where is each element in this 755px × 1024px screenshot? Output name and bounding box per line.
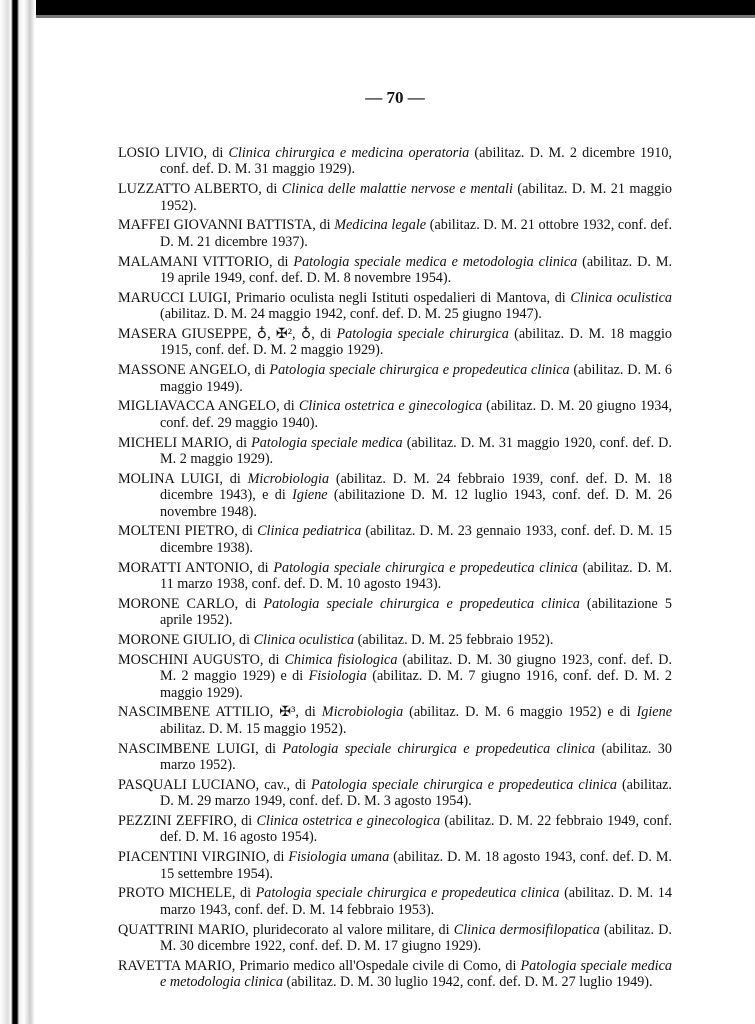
list-item xyxy=(118,145,672,178)
entry-text: , di xyxy=(276,398,299,415)
entry-text: (abilitaz. D. M. 30 giugno 1923, conf. def. D. M. 2 maggio 1929) e di xyxy=(160,651,672,685)
entry-text: (abilitaz. D. M. 22 febbraio 1949, conf. def. D. M. 16 agosto 1954). xyxy=(160,813,672,846)
entry-text: (abilitaz. 30 marzo 1952). xyxy=(160,740,672,774)
entry-text: (abilitaz. D. M. 18 agosto 1943, conf. def. D. M. 15 settembre 1954). xyxy=(160,849,672,882)
subject-name: Patologia speciale chirurgica e propedeutica clinica xyxy=(269,362,570,379)
subject-name: Clinica oculistica xyxy=(570,289,672,306)
person-name: MARUCCI LUIGI xyxy=(118,289,228,306)
entry-text: (abilitaz. D. M. 21 maggio 1952). xyxy=(160,181,672,214)
entry-text: , di xyxy=(312,217,335,234)
entry-text: , di xyxy=(234,595,264,612)
list-item xyxy=(118,471,672,520)
person-name: NASCIMBENE ATTILIO xyxy=(118,704,270,721)
entry-text: , di xyxy=(255,740,283,757)
scan-binding-edge xyxy=(0,0,36,1024)
list-item xyxy=(118,326,672,359)
person-name: MICHELI MARIO xyxy=(118,434,229,451)
entry-text: , di xyxy=(265,849,289,866)
list-item xyxy=(118,254,672,287)
entry-text: , di xyxy=(233,813,257,830)
person-name: MOLTENI PIETRO xyxy=(118,523,235,540)
person-name: MORONE GIULIO xyxy=(118,632,232,649)
list-item xyxy=(118,560,672,593)
entry-text: , di xyxy=(247,362,270,379)
person-name: MORONE CARLO xyxy=(118,595,235,612)
person-name: QUATTRINI MARIO xyxy=(118,921,246,938)
list-item xyxy=(118,777,672,810)
entry-text: (abilitaz. D. M. 19 aprile 1949, conf. def. D. M. 8 novembre 1954). xyxy=(160,253,672,287)
entry-text: , Primario oculista negli Istituti ospedalieri di Mantova, di xyxy=(227,289,571,306)
subject-name: Igiene xyxy=(292,487,328,504)
entry-text: , di xyxy=(219,470,248,487)
subject-name: Patologia speciale chirurgica e propedeutica clinica xyxy=(311,776,617,793)
entry-text: , di xyxy=(259,651,285,668)
entry-text: , di xyxy=(228,434,252,451)
list-item xyxy=(118,596,672,629)
entry-text: (abilitaz. D. M. 6 maggio 1949). xyxy=(160,362,672,395)
list-item xyxy=(118,652,672,701)
subject-name: Clinica pediatrica xyxy=(257,523,362,540)
entry-text: (abilitaz. D. M. 23 gennaio 1933, conf. def. D. M. 15 dicembre 1938). xyxy=(160,523,673,556)
entry-text: (abilitaz. D. M. 24 febbraio 1939, conf. def. D. M. 18 dicembre 1943), e di xyxy=(160,470,672,504)
entry-text: , cav., di xyxy=(255,776,312,793)
entry-text: (abilitaz. D. M. 11 marzo 1938, conf. def. D. M. 10 agosto 1943). xyxy=(160,559,672,593)
person-name: MASERA GIUSEPPE xyxy=(118,326,248,343)
subject-name: Clinica oculistica xyxy=(253,632,355,649)
list-item xyxy=(118,398,672,431)
person-name: MIGLIAVACCA ANGELO xyxy=(118,398,277,415)
entry-text: (abilitaz. D. M. 20 giugno 1934, conf. def. 29 maggio 1940). xyxy=(160,398,673,431)
subject-name: Patologia speciale chirurgica e propedeutica clinica xyxy=(263,595,580,612)
entry-text: , ♁, ✠², ♁, di xyxy=(247,326,337,343)
subject-name: Clinica chirurgica e medicina operatoria xyxy=(228,145,470,161)
subject-name: Patologia speciale chirurgica e propedeutica clinica xyxy=(255,885,560,902)
entry-text: (abilitaz. D. M. 21 ottobre 1932, conf. def. D. M. 21 dicembre 1937). xyxy=(160,217,672,250)
entry-text: , ✠³, di xyxy=(269,704,322,721)
list-item xyxy=(118,741,672,774)
subject-name: Igiene xyxy=(636,704,672,721)
entry-text: (abilitaz. D. M. 7 giugno 1916, conf. def. D. M. 2 maggio 1929). xyxy=(160,668,673,701)
entry-text: , di xyxy=(269,253,294,270)
list-item xyxy=(118,181,672,214)
list-item xyxy=(118,885,672,918)
entry-text: (abilitaz. D. M. 14 marzo 1943, conf. def. D. M. 14 febbraio 1953). xyxy=(160,885,672,918)
subject-name: Microbiologia xyxy=(321,704,404,721)
person-name: NASCIMBENE LUIGI xyxy=(118,740,256,757)
faculty-list xyxy=(118,145,672,994)
subject-name: Chimica fisiologica xyxy=(284,651,398,668)
subject-name: Patologia speciale chirurgica e propedeutica clinica xyxy=(273,559,578,576)
entry-text: , di xyxy=(231,632,254,649)
person-name: MAFFEI GIOVANNI BATTISTA xyxy=(118,217,313,234)
subject-name: Clinica ostetrica e ginecologica xyxy=(298,398,483,415)
person-name: PIACENTINI VIRGINIO xyxy=(118,849,266,866)
person-name: LOSIO LIVIO xyxy=(118,145,204,161)
list-item xyxy=(118,523,672,556)
list-item xyxy=(118,813,672,846)
entry-text: (abilitaz. D. M. 24 maggio 1942, conf. def. D. M. 25 giugno 1947). xyxy=(160,306,542,323)
list-item xyxy=(118,290,672,323)
entry-text: (abilitaz. D. M. 29 marzo 1949, conf. def. D. M. 3 agosto 1954). xyxy=(160,776,672,810)
entry-text: , di xyxy=(249,559,274,576)
person-name: MASSONE ANGELO xyxy=(118,362,248,379)
entry-text: , pluridecorato al valore militare, di xyxy=(245,921,454,938)
subject-name: Fisiologia umana xyxy=(288,849,390,866)
page-number: — 70 — xyxy=(365,88,425,107)
person-name: PROTO MICHELE xyxy=(118,885,232,902)
subject-name: Patologia speciale medica xyxy=(251,434,403,451)
entry-text: , di xyxy=(231,885,256,902)
person-name: RAVETTA MARIO xyxy=(118,957,232,974)
person-name: MOSCHINI AUGUSTO xyxy=(118,651,260,668)
list-item xyxy=(118,632,672,648)
entry-text: (abilitaz. D. M. 2 dicembre 1910, conf. def. D. M. 31 maggio 1929). xyxy=(160,145,672,178)
scan-top-edge xyxy=(36,15,755,18)
list-item xyxy=(118,849,672,882)
entry-text: (abilitaz. D. M. 6 maggio 1952) e di xyxy=(403,704,637,721)
subject-name: Patologia speciale medica e metodologia clinica xyxy=(160,957,672,991)
subject-name: Patologia speciale chirurgica xyxy=(336,326,509,343)
person-name: PEZZINI ZEFFIRO xyxy=(118,813,234,830)
list-item xyxy=(118,958,672,991)
subject-name: Fisiologia xyxy=(308,668,367,685)
scan-top-border xyxy=(0,0,755,15)
entry-text: (abilitazione 5 aprile 1952). xyxy=(160,595,672,629)
subject-name: Microbiologia xyxy=(247,470,330,487)
entry-text: (abilitaz. D. M. 30 dicembre 1922, conf. def. D. M. 17 giugno 1929). xyxy=(160,921,672,955)
person-name: MORATTI ANTONIO xyxy=(118,559,250,576)
subject-name: Patologia speciale chirurgica e propedeutica clinica xyxy=(282,740,596,757)
list-item xyxy=(118,704,672,737)
entry-text: (abilitaz. D. M. 18 maggio 1915, conf. def. D. M. 2 maggio 1929). xyxy=(160,326,672,359)
person-name: MOLINA LUIGI xyxy=(118,470,220,487)
entry-text: , di xyxy=(258,181,282,198)
person-name: LUZZATTO ALBERTO xyxy=(118,181,259,198)
list-item xyxy=(118,362,672,395)
entry-text: , di xyxy=(234,523,258,540)
subject-name: Clinica dermosifilopatica xyxy=(453,921,600,938)
entry-text: (abilitaz. D. M. 25 febbraio 1952). xyxy=(354,632,554,649)
subject-name: Patologia speciale medica e metodologia clinica xyxy=(293,253,578,270)
entry-text: abilitaz. D. M. 15 maggio 1952). xyxy=(160,720,347,737)
subject-name: Medicina legale xyxy=(334,217,427,234)
subject-name: Clinica ostetrica e ginecologica xyxy=(256,813,441,830)
entry-text: (abilitaz. D. M. 30 luglio 1942, conf. def. D. M. 27 luglio 1949). xyxy=(282,974,653,991)
entry-text: , Primario medico all'Ospedale civile di Como, di xyxy=(231,957,521,974)
list-item xyxy=(118,435,672,468)
subject-name: Clinica delle malattie nervose e mentali xyxy=(281,181,513,198)
entry-text: (abilitazione D. M. 12 luglio 1943, conf. def. D. M. 26 novembre 1948). xyxy=(160,487,672,520)
list-item xyxy=(118,217,672,250)
list-item xyxy=(118,922,672,955)
person-name: MALAMANI VITTORIO xyxy=(118,253,269,270)
person-name: PASQUALI LUCIANO xyxy=(118,776,256,793)
entry-text: (abilitaz. D. M. 31 maggio 1920, conf. def. D. M. 2 maggio 1929). xyxy=(160,434,672,468)
entry-text: , di xyxy=(203,145,229,161)
